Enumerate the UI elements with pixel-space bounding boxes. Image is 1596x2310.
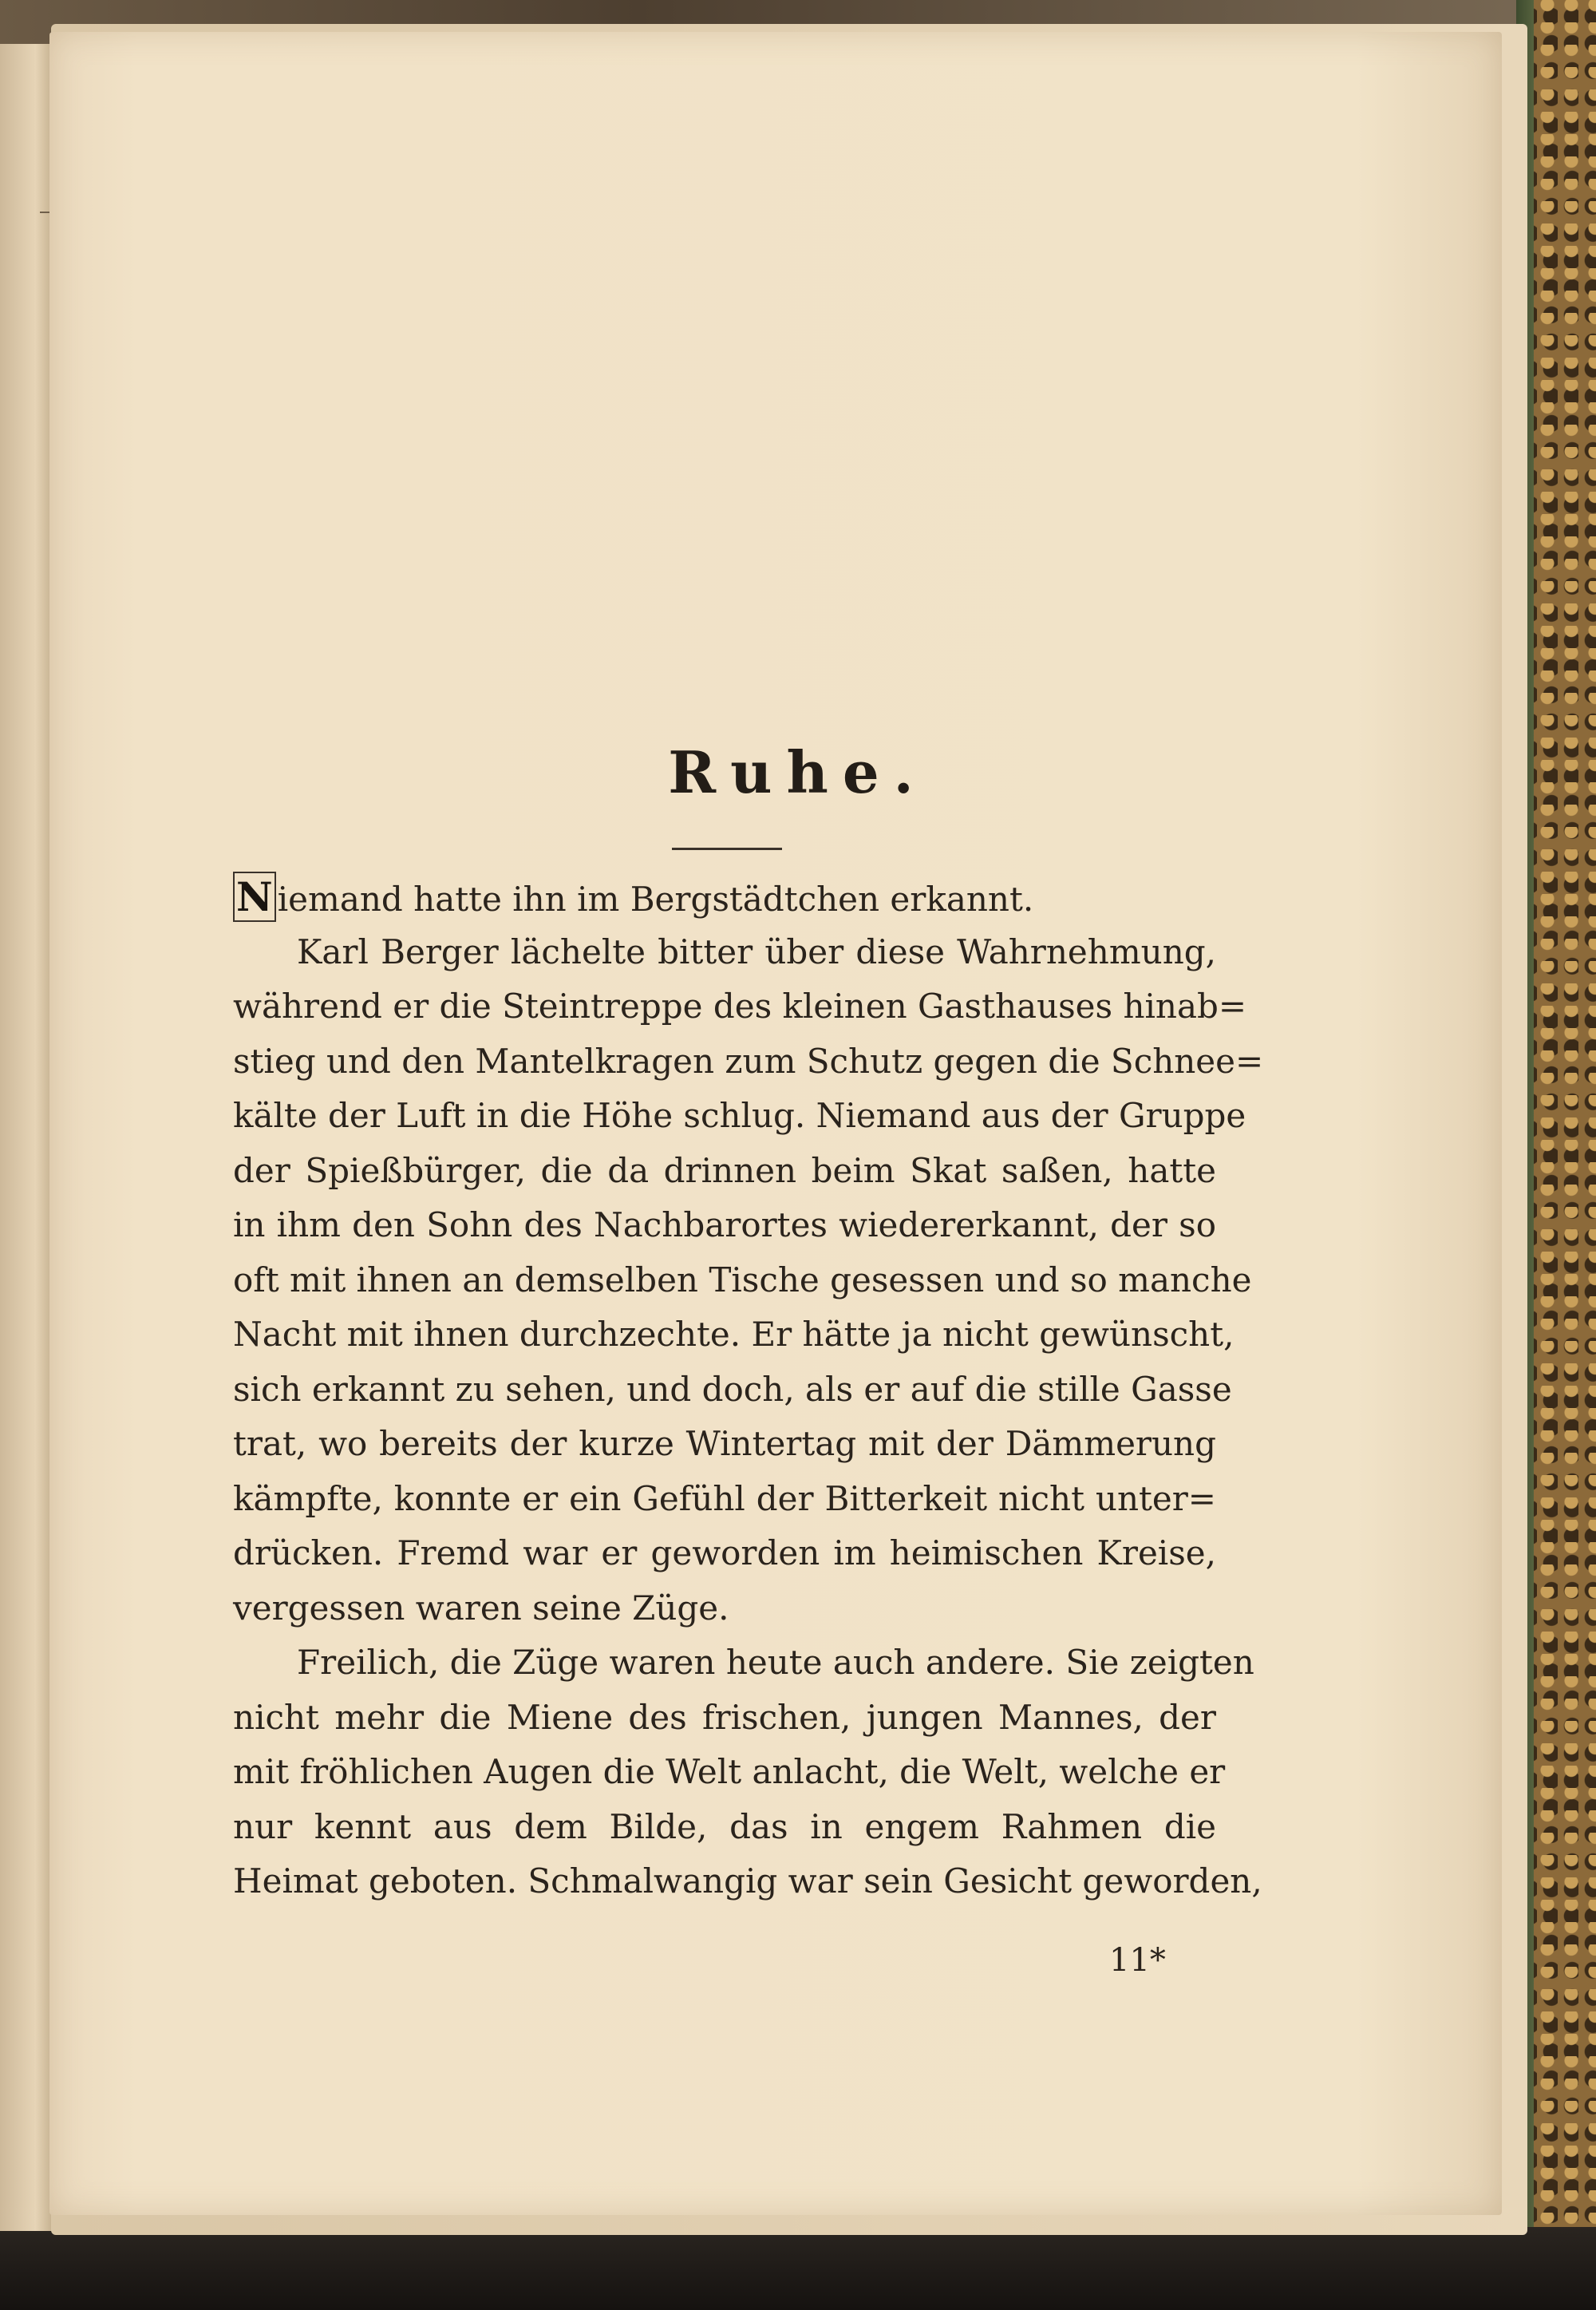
text-line: nicht mehr die Miene des frischen, jungen Mannes, der [233, 1697, 1216, 1737]
text-line: während er die Steintreppe des kleinen Gasthauses hinab= [233, 987, 1247, 1026]
page-number: 11* [1109, 1942, 1166, 1979]
text-line: mit fröhlichen Augen die Welt anlacht, die Welt, welche er [233, 1752, 1226, 1791]
text-line: vergessen waren seine Züge. [233, 1588, 729, 1628]
book-cover-bottom [0, 2227, 1596, 2310]
text-line: drücken. Fremd war er geworden im heimischen Kreise, [233, 1533, 1216, 1572]
text-line: nur kennt aus dem Bilde, das in engem Rahmen die [233, 1806, 1216, 1846]
text-line [233, 870, 1216, 925]
text-line: Karl Berger lächelte bitter über diese Wahrnehmung, [297, 932, 1216, 971]
text-line: in ihm den Sohn des Nachbarortes wiedererkannt, der so [233, 1205, 1216, 1244]
text-line: trat, wo bereits der kurze Wintertag mit der Dämmerung [233, 1424, 1216, 1463]
text-line: Nacht mit ihnen durchzechte. Er hätte ja nicht gewünscht, [233, 1315, 1235, 1354]
body-text [233, 870, 1264, 1909]
chapter-title: Ruhe. [668, 738, 928, 806]
text-line: sich erkannt zu sehen, und doch, als er auf die stille Gasse [233, 1369, 1232, 1409]
text-line: Freilich, die Züge waren heute auch andere. Sie zeigten [297, 1643, 1254, 1682]
drop-cap: N [233, 872, 276, 922]
text-line-content: iemand hatte ihn im Bergstädtchen erkannt. [277, 880, 1034, 919]
text-line: oft mit ihnen an demselben Tische gesessen und so manche [233, 1260, 1252, 1299]
text-line: kämpfte, konnte er ein Gefühl der Bitterkeit nicht unter= [233, 1478, 1216, 1518]
text-line: Heimat geboten. Schmalwangig war sein Gesicht geworden, [233, 1861, 1262, 1901]
text-line: stieg und den Mantelkragen zum Schutz gegen die Schnee= [233, 1041, 1264, 1081]
title-rule [672, 848, 782, 850]
text-line: der Spießbürger, die da drinnen beim Skat saßen, hatte [233, 1150, 1216, 1190]
text-line: kälte der Luft in die Höhe schlug. Niemand aus der Gruppe [233, 1096, 1246, 1135]
